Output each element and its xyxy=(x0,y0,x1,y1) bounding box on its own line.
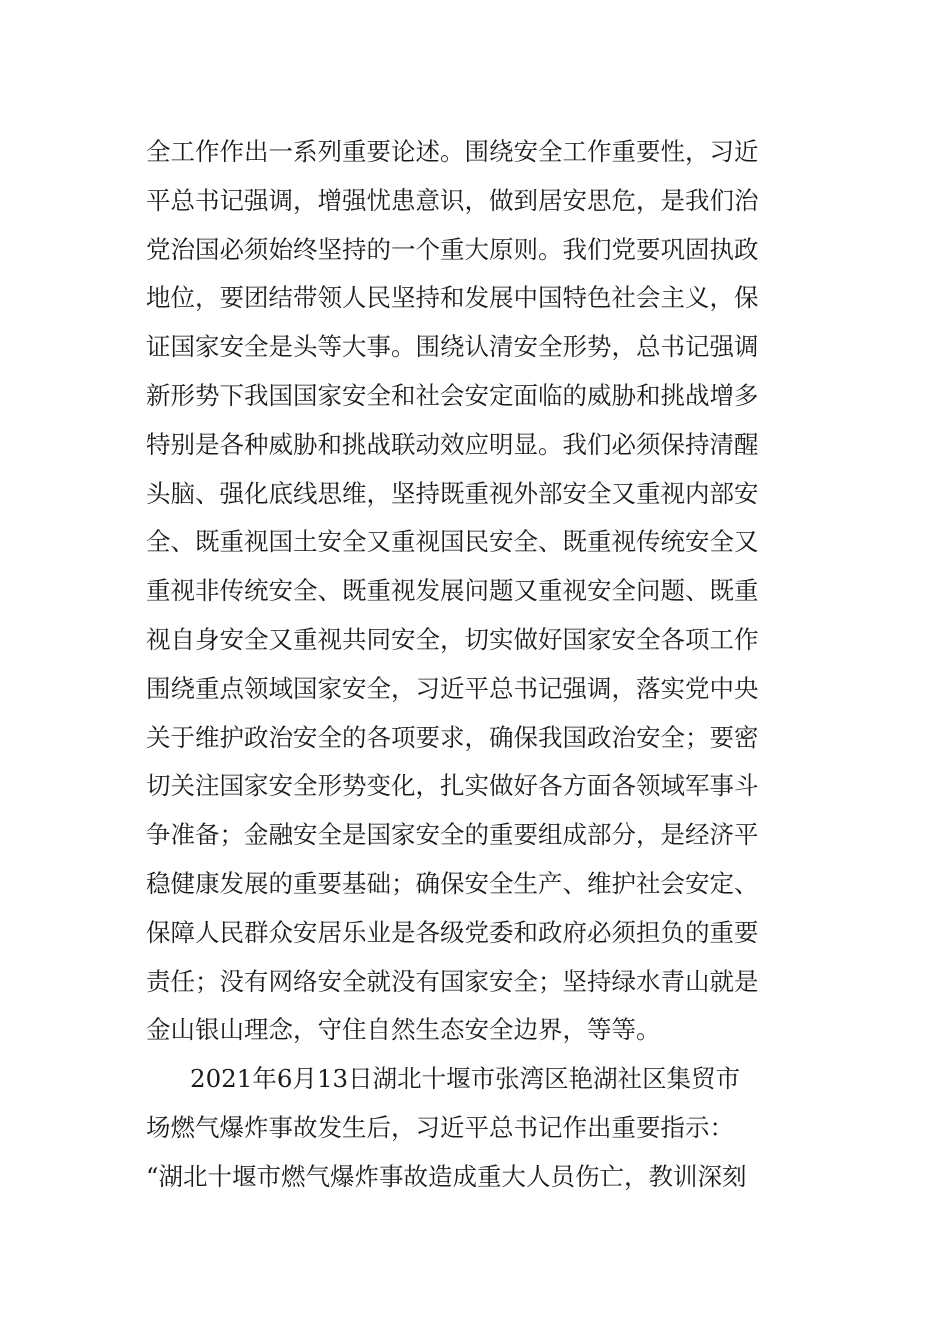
text-line: 证国家安全是头等大事。围绕认清安全形势，总书记强调 xyxy=(146,332,759,362)
text-line: 视自身安全又重视共同安全，切实做好国家安全各项工作 xyxy=(146,624,759,654)
paragraph-start-line: 2021年6月13日湖北十堰市张湾区艳湖社区集贸市 xyxy=(190,1064,741,1094)
text-line: 全、既重视国土安全又重视国民安全、既重视传统安全又 xyxy=(146,527,759,557)
text-line: 重视非传统安全、既重视发展问题又重视安全问题、既重 xyxy=(146,576,759,606)
text-line: 地位，要团结带领人民坚持和发展中国特色社会主义，保 xyxy=(146,283,759,313)
text-line: “湖北十堰市燃气爆炸事故造成重大人员伤亡，教训深刻 xyxy=(146,1161,747,1191)
text-line: 头脑、强化底线思维，坚持既重视外部安全又重视内部安 xyxy=(146,478,759,508)
text-line: 金山银山理念，守住自然生态安全边界，等等。 xyxy=(146,1015,661,1045)
text-line: 保障人民群众安居乐业是各级党委和政府必须担负的重要 xyxy=(146,917,759,947)
text-line: 责任；没有网络安全就没有国家安全；坚持绿水青山就是 xyxy=(146,966,759,996)
text-line: 关于维护政治安全的各项要求，确保我国政治安全；要密 xyxy=(146,722,759,752)
body-text xyxy=(146,128,810,1202)
text-line: 稳健康发展的重要基础；确保安全生产、维护社会安定、 xyxy=(146,868,759,898)
text-line: 争准备；金融安全是国家安全的重要组成部分，是经济平 xyxy=(146,820,759,850)
text-line: 场燃气爆炸事故发生后，习近平总书记作出重要指示： xyxy=(146,1112,734,1142)
text-line: 党治国必须始终坚持的一个重大原则。我们党要巩固执政 xyxy=(146,234,759,264)
text-line: 切关注国家安全形势变化，扎实做好各方面各领域军事斗 xyxy=(146,771,759,801)
text-line: 全工作作出一系列重要论述。围绕安全工作重要性，习近 xyxy=(146,137,759,166)
text-line: 特别是各种威胁和挑战联动效应明显。我们必须保持清醒 xyxy=(146,429,759,459)
text-line: 围绕重点领域国家安全，习近平总书记强调，落实党中央 xyxy=(146,673,759,703)
text-line: 平总书记强调，增强忧患意识，做到居安思危，是我们治 xyxy=(146,185,759,215)
text-line: 新形势下我国国家安全和社会安定面临的威胁和挑战增多 xyxy=(146,380,759,410)
